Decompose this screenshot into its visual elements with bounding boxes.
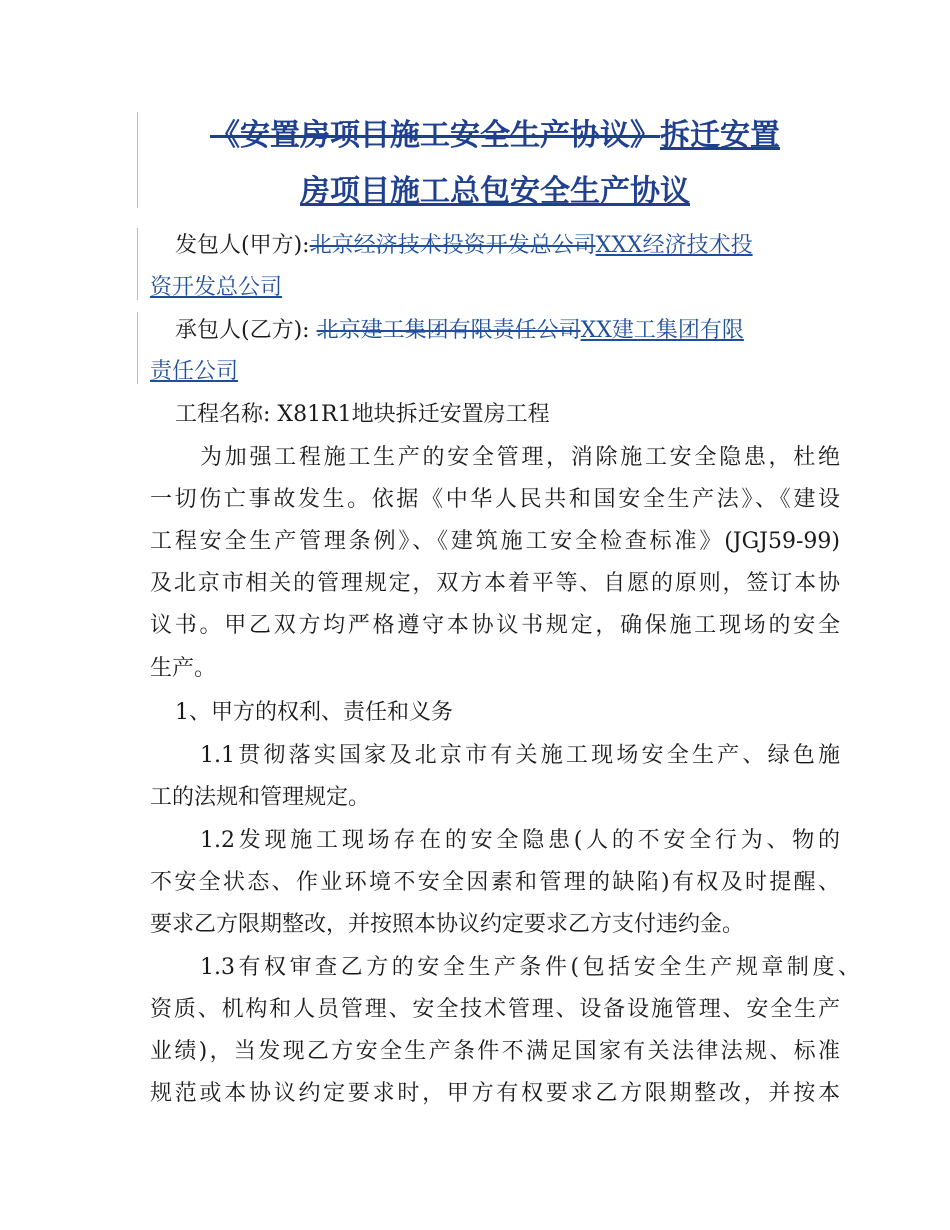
deleted-title-text: 《安置房项目施工安全生产协议》 bbox=[210, 118, 660, 153]
party-a-deleted: 北京经济技术投资开发总公司 bbox=[309, 233, 596, 258]
clause-line: 1.3有权审查乙方的安全生产条件(包括安全生产规章制度、 bbox=[200, 955, 860, 980]
preamble-line: 工程安全生产管理条例》、《建筑施工安全检查标准》(JGJ59-99) bbox=[150, 529, 840, 554]
party-b-line-2 bbox=[150, 357, 850, 387]
preamble-line: 及北京市相关的管理规定，双方本着平等、自愿的原则，签订本协 bbox=[150, 571, 840, 596]
title-line-2 bbox=[150, 172, 840, 212]
preamble-line: 为加强工程施工生产的安全管理，消除施工安全隐患，杜绝 bbox=[200, 445, 840, 470]
clause-line: 1.2发现施工现场存在的安全隐患(人的不安全行为、物的 bbox=[200, 828, 840, 853]
preamble-line: 生产。 bbox=[150, 656, 217, 681]
revision-bar bbox=[137, 312, 138, 384]
revision-bar bbox=[137, 112, 138, 208]
party-a-line bbox=[175, 231, 845, 261]
clause-line: 不安全状态、作业环境不安全因素和管理的缺陷)有权及时提醒、 bbox=[150, 870, 840, 895]
clause-line: 规范或本协议约定要求时，甲方有权要求乙方限期整改，并按本 bbox=[150, 1081, 840, 1106]
party-a-inserted-2: 资开发总公司 bbox=[150, 275, 283, 300]
party-a-inserted: XXX经济技术投 bbox=[595, 233, 753, 258]
party-a-label: 发包人(甲方): bbox=[175, 233, 310, 258]
party-b-label: 承包人(乙方): bbox=[175, 318, 317, 343]
clause-line: 工的法规和管理规定。 bbox=[150, 785, 371, 810]
clause-line: 资质、机构和人员管理、安全技术管理、设备设施管理、安全生产 bbox=[150, 997, 840, 1022]
clause-line: 1.1贯彻落实国家及北京市有关施工现场安全生产、绿色施 bbox=[200, 743, 840, 768]
clause-line: 要求乙方限期整改，并按照本协议约定要求乙方支付违约金。 bbox=[150, 912, 745, 937]
revision-bar bbox=[137, 228, 138, 300]
party-b-line bbox=[175, 316, 845, 346]
party-a-line-2 bbox=[150, 273, 850, 303]
inserted-title-text-2: 房项目施工总包安全生产协议 bbox=[300, 174, 690, 209]
project-name: 工程名称: X81R1地块拆迁安置房工程 bbox=[175, 402, 550, 427]
preamble-line: 议书。甲乙双方均严格遵守本协议书规定，确保施工现场的安全 bbox=[150, 613, 840, 638]
inserted-title-text: 拆迁安置 bbox=[660, 118, 780, 153]
party-b-inserted-2: 责任公司 bbox=[150, 359, 239, 384]
party-b-deleted: 北京建工集团有限责任公司 bbox=[316, 318, 581, 343]
title-line-1 bbox=[150, 116, 840, 156]
clause-line: 业绩)，当发现乙方安全生产条件不满足国家有关法律法规、标准 bbox=[150, 1039, 840, 1064]
preamble-line: 一切伤亡事故发生。依据《中华人民共和国安全生产法》、《建设 bbox=[150, 487, 840, 512]
party-b-inserted: XX建工集团有限 bbox=[580, 318, 744, 343]
section-heading: 1、甲方的权利、责任和义务 bbox=[175, 700, 453, 725]
